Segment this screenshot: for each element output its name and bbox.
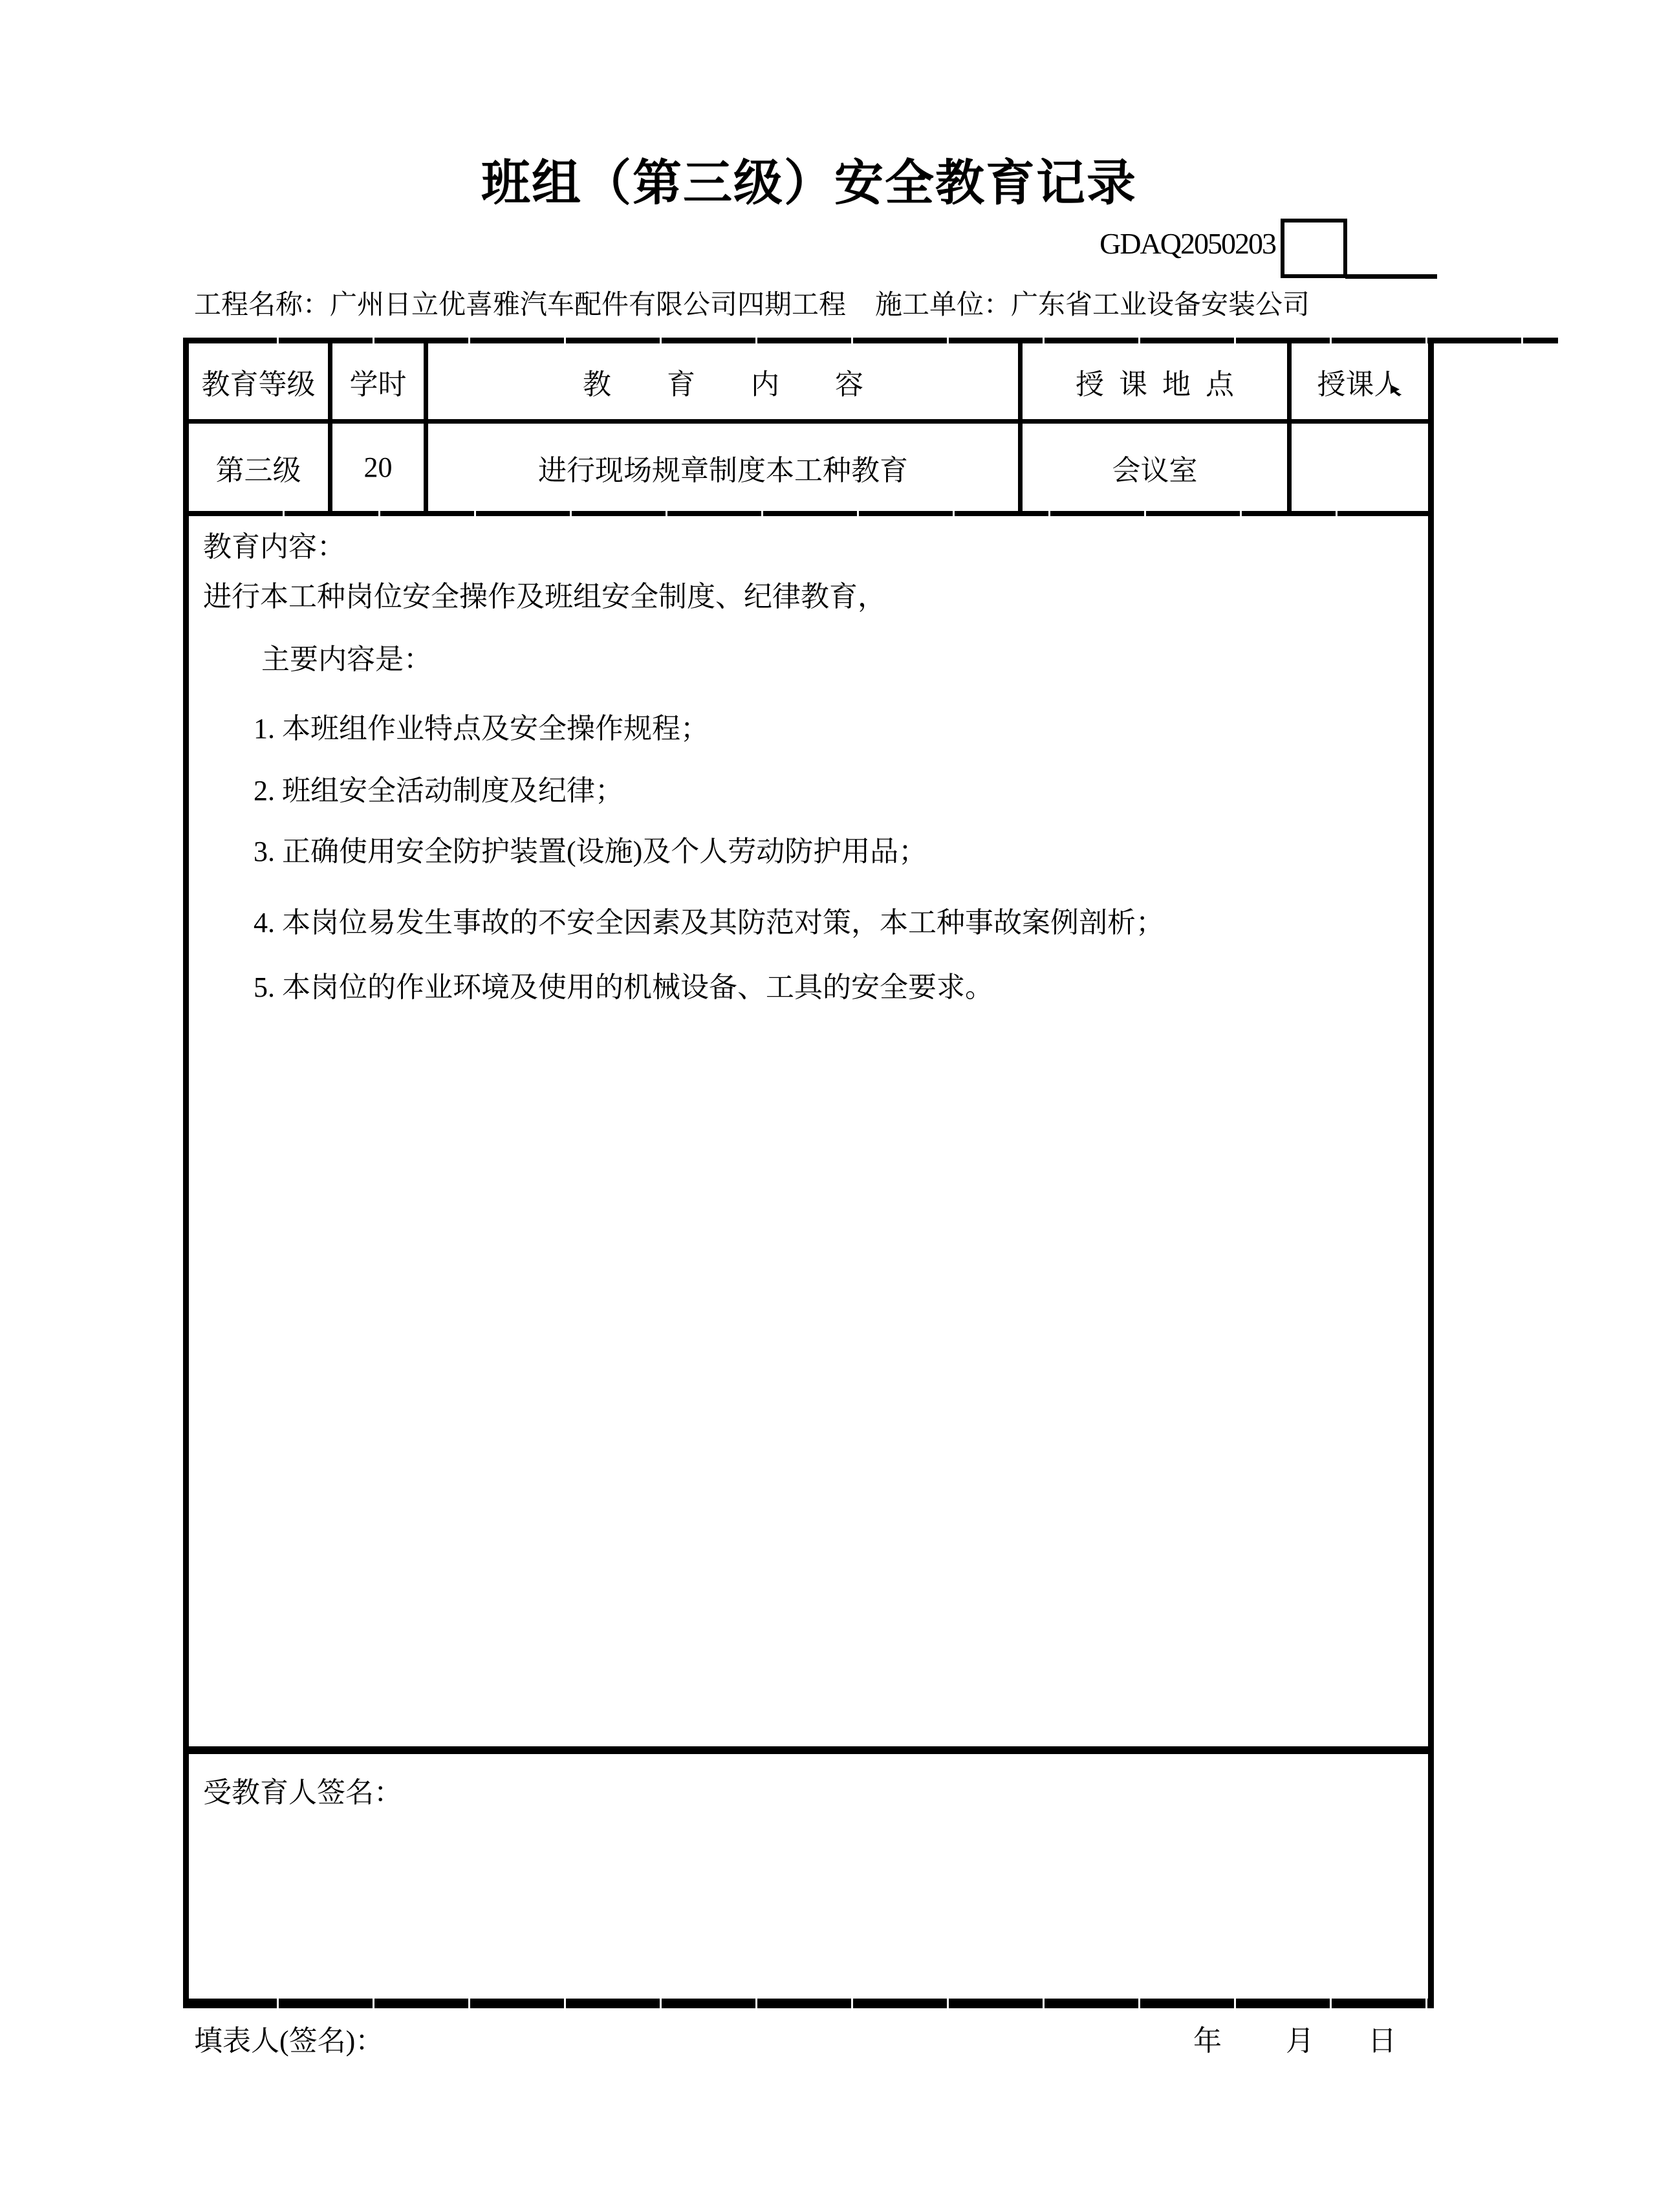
table-bottom-border (183, 1999, 1434, 2008)
header-row-divider (189, 419, 1428, 424)
project-name-label-and-value (194, 283, 846, 322)
table-row (189, 424, 1428, 511)
education-content-heading: 教育内容： (203, 531, 345, 563)
date-day-label: 日 (1368, 2025, 1396, 2057)
construction-unit-label: 施工单位： (875, 290, 1012, 320)
data-row-divider (189, 511, 1428, 516)
trainee-signature-area[interactable] (189, 1754, 1428, 1999)
content-item-5: 5. 本岗位的作业环境及使用的机械设备、工具的安全要求。 (254, 971, 993, 1003)
page-title: 班组（第三级）安全教育记录 (481, 154, 1137, 211)
project-info-line (194, 283, 1310, 322)
construction-unit-value: 广东省工业设备安装公司 (1011, 290, 1310, 320)
construction-unit-label-and-value (875, 283, 1310, 322)
cell-lecture-location: 会议室 (1023, 424, 1292, 511)
project-name-label: 工程名称： (194, 290, 330, 320)
cell-class-hours: 20 (332, 424, 428, 511)
form-filler-signature-label: 填表人(签名)： (194, 2025, 384, 2057)
date-year-label: 年 (1193, 2025, 1222, 2057)
trainee-signature-label: 受教育人签名： (203, 1777, 402, 1808)
cursor-arrow-artifact (1391, 385, 1400, 394)
content-item-2: 2. 班组安全活动制度及纪律； (254, 775, 623, 807)
form-code-underline (1345, 274, 1437, 279)
header-lecture-location: 授 课 地 点 (1023, 343, 1292, 419)
table-header-row (189, 343, 1428, 419)
project-name-value: 广州日立优喜雅汽车配件有限公司四期工程 (330, 290, 847, 320)
content-item-4: 4. 本岗位易发生事故的不安全因素及其防范对策，本工种事故案例剖析； (254, 907, 1164, 938)
education-content-section (189, 516, 1428, 1746)
form-code-box[interactable] (1281, 219, 1347, 278)
header-lecturer: 授课人 (1317, 368, 1403, 400)
cell-lecturer-empty[interactable] (1292, 424, 1428, 511)
header-class-hours: 学时 (332, 343, 428, 419)
education-content-intro: 进行本工种岗位安全操作及班组安全制度、纪律教育， (203, 581, 886, 613)
header-education-level: 教育等级 (189, 343, 332, 419)
header-education-content: 教 育 内 容 (428, 343, 1023, 419)
date-month-label: 月 (1286, 2025, 1314, 2057)
cell-education-content: 进行现场规章制度本工种教育 (428, 424, 1023, 511)
signature-section-divider (189, 1746, 1428, 1754)
cell-education-level: 第三级 (189, 424, 332, 511)
content-item-1: 1. 本班组作业特点及安全操作规程； (254, 713, 709, 744)
content-item-3: 3. 正确使用安全防护装置(设施)及个人劳动防护用品； (254, 836, 927, 867)
main-content-subheading: 主要内容是： (261, 644, 432, 675)
form-code-label: GDAQ2050203 (1099, 227, 1275, 260)
